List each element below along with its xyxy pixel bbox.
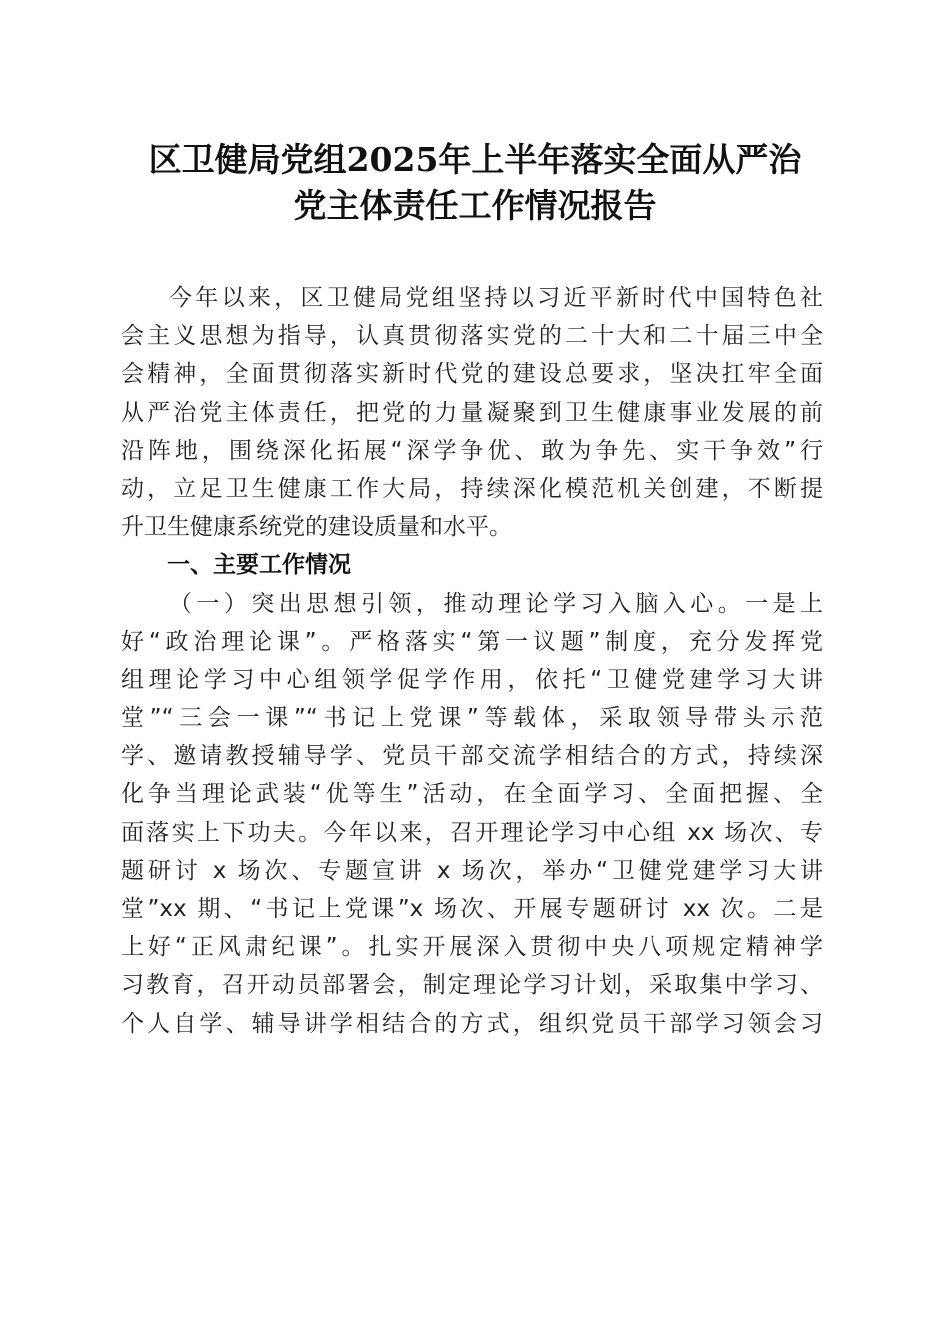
paragraph-line: 组理论学习中心组领学促学作用，依托“卫健党建学习大讲 (121, 666, 823, 693)
paragraph-line: 习教育，召开动员部署会，制定理论学习计划，采取集中学习、 (121, 972, 823, 999)
paragraph-line: 化争当理论武装“优等生”活动，在全面学习、全面把握、全 (121, 781, 823, 808)
section-heading: 一、主要工作情况 (167, 552, 351, 579)
paragraph-line: 今年以来，区卫健局党组坚持以习近平新时代中国特色社 (169, 285, 823, 311)
paragraph-line: 堂”“三会一课”“书记上党课”等载体，采取领导带头示范 (121, 705, 823, 732)
paragraph-line: 好“政治理论课”。严格落实“第一议题”制度，充分发挥党 (121, 628, 823, 655)
document-title-line-2: 党主体责任工作情况报告 (293, 186, 657, 225)
paragraph-line: 题研讨 x 场次、专题宣讲 x 场次，举办“卫健党建学习大讲 (121, 857, 823, 884)
paragraph-line: 堂”xx 期、“书记上党课”x 场次、开展专题研讨 xx 次。二是 (121, 896, 823, 922)
paragraph-line: 升卫生健康系统党的建设质量和水平。 (121, 514, 512, 541)
paragraph-line: 个人自学、辅导讲学相结合的方式，组织党员干部学习领会习 (121, 1010, 823, 1037)
paragraph-line: 沿阵地，围绕深化拓展“深学争优、敢为争先、实干争效”行 (121, 437, 823, 464)
paragraph-line: 会精神，全面贯彻落实新时代党的建设总要求，坚决扛牢全面 (121, 361, 823, 388)
paragraph-line: 会主义思想为指导，认真贯彻落实党的二十大和二十届三中全 (121, 323, 823, 350)
paragraph-line: 上好“正风肃纪课”。扎实开展深入贯彻中央八项规定精神学 (121, 934, 823, 961)
paragraph-line: 动，立足卫生健康工作大局，持续深化模范机关创建，不断提 (121, 475, 823, 502)
paragraph-line: 学、邀请教授辅导学、党员干部交流学相结合的方式，持续深 (121, 743, 823, 770)
paragraph-line: （一）突出思想引领，推动理论学习入脑入心。一是上 (169, 590, 823, 617)
paragraph-line: 面落实上下功夫。今年以来，召开理论学习中心组 xx 场次、专 (121, 819, 823, 846)
document-body (121, 279, 823, 1043)
paragraph-line: 从严治党主体责任，把党的力量凝聚到卫生健康事业发展的前 (121, 399, 823, 426)
document-title-line-1: 区卫健局党组2025年上半年落实全面从严治 (148, 140, 802, 179)
